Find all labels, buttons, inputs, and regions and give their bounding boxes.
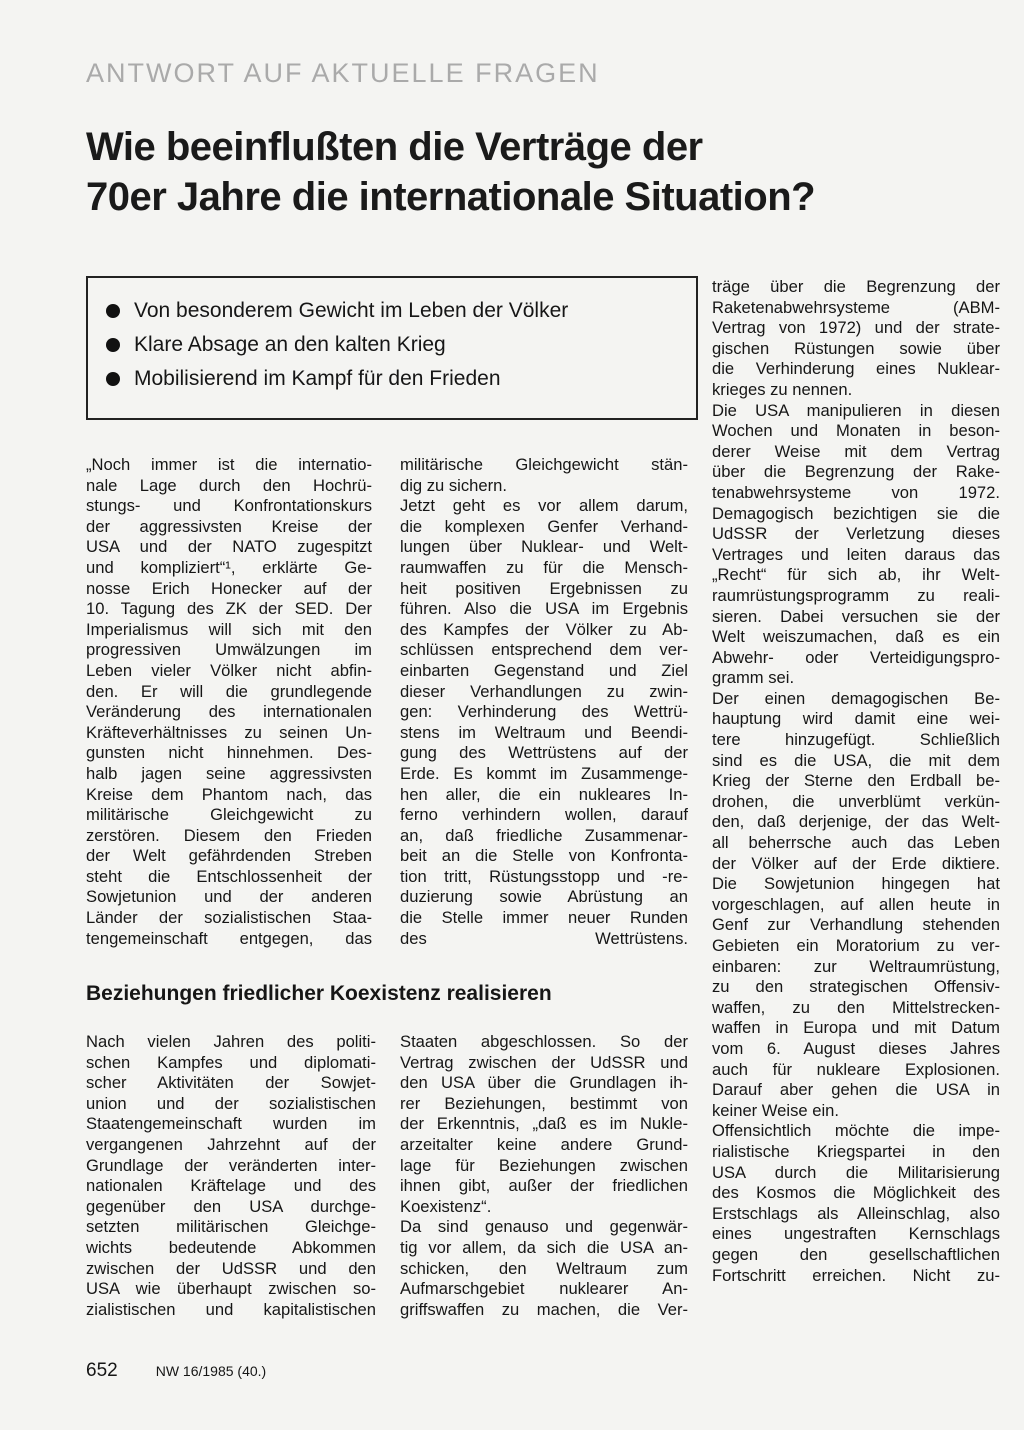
text-line: Wochen und Monaten in beson- [712,421,1000,441]
text-line: hen aller, die ein nukleares In- [400,784,688,804]
text-line: Genf zur Verhandlung stehenden [712,915,1000,935]
text-line: dig zu sichern. [400,475,507,495]
text-line: Abwehr- oder Verteidigungspro- [712,647,1000,667]
section-subheading: Beziehungen friedlicher Koexistenz realisieren [86,982,552,1005]
text-line: Leben vieler Völker nicht abfin- [86,660,372,680]
text-line: zialistischen und kapitalistischen [86,1299,376,1319]
summary-bullet [106,294,696,328]
text-line: lage für Beziehungen zwischen [400,1155,688,1175]
text-line: zu den strategischen Offensiv- [712,977,1000,997]
text-line: dieser Verhandlungen zu zwin- [400,681,688,701]
text-line: träge über die Begrenzung der [712,277,1000,296]
text-line: rialistische Kriegspartei in den [712,1141,1000,1161]
text-line: wichts bedeutende Abkommen [86,1237,376,1257]
text-line: der Völker auf der Erde diktiere. [712,853,1000,873]
text-line: scher Aktivitäten der Sowjet- [86,1073,376,1093]
text-line: ihnen gibt, außer der friedlichen [400,1176,688,1196]
text-line: duzierung sowie Abrüstung an [400,887,688,907]
text-line: raumrüstungsprogramm zu reali- [712,585,1000,605]
text-line: nale Lage durch den Hochrü- [86,475,372,495]
text-line: hauptung wird damit eine wei- [712,709,1000,729]
text-line: beit an die Stelle von Konfronta- [400,846,688,866]
text-line: heit positiven Ergebnissen zu [400,578,688,598]
text-line: Fortschritt erreichen. Nicht zu- [712,1265,1000,1285]
summary-box [86,276,698,420]
text-line: gegenüber den USA durchge- [86,1196,376,1216]
text-line: UdSSR der Verletzung dieses [712,524,1000,544]
text-line: schicken, den Weltraum zum [400,1258,688,1278]
text-line: gegen den gesellschaftlichen [712,1244,1000,1264]
text-line: drohen, die unverblümt verkün- [712,791,1000,811]
text-line: Krieg der Sterne den Erdball be- [712,771,1000,791]
text-line: keiner Weise ein. [712,1100,839,1120]
page-number: 652 [86,1360,118,1381]
text-line: rer Beziehungen, bestimmt von [400,1093,688,1113]
headline-line: 70er Jahre die internationale Situation? [86,175,816,219]
headline [86,122,815,222]
text-line: vom 6. August dieses Jahres [712,1038,1000,1058]
text-line: einbaren: zur Weltraumrüstung, [712,956,1000,976]
text-line: den USA über die Grundlagen ih- [400,1073,688,1093]
text-line: Vertrages und leiten daraus das [712,544,1000,564]
text-line: stens im Weltraum und Beendi- [400,722,688,742]
text-line: gunsten nicht hinnehmen. Des- [86,743,372,763]
text-line: tere hinzugefügt. Schließlich [712,730,1000,750]
text-line: arzeitalter keine andere Grund- [400,1134,688,1154]
text-line: Grundlage der veränderten inter- [86,1155,376,1175]
headline-line: Wie beeinflußten die Verträge der [86,125,703,169]
text-line: über die Begrenzung der Rake- [712,462,1000,482]
text-line: schlüssen entsprechend dem ver- [400,640,688,660]
text-line: nationalen Kräftelage und des [86,1176,376,1196]
text-line: gen: Verhinderung des Wettrü- [400,702,688,722]
text-line: tion tritt, Rüstungsstopp und -re- [400,866,688,886]
text-line: Der einen demagogischen Be- [712,688,1000,708]
text-line: Vertrag von 1972) und der strate- [712,318,1000,338]
text-line: gramm sei. [712,668,795,688]
text-line: „Noch immer ist die internatio- [86,455,372,474]
column-4 [86,1032,376,1320]
text-line: der Erkenntnis, „daß es im Nukle- [400,1114,688,1134]
text-line: Erstschlags als Alleinschlag, also [712,1203,1000,1223]
column-1 [86,455,372,949]
text-line: militärische Gleichgewicht stän- [400,455,688,474]
text-line: Kräfteverhältnisses zu seinen Un- [86,722,372,742]
text-line: Imperialismus will sich mit den [86,619,372,639]
text-line: Die Sowjetunion hingegen hat [712,874,1000,894]
text-line: des Kampfes der Völker zu Ab- [400,619,688,639]
text-line: steht die Entschlossenheit der [86,866,372,886]
text-line: den. Er will die grundlegende [86,681,372,701]
text-line: setzten militärischen Gleichge- [86,1217,376,1237]
text-line: sind es die USA, die mit dem [712,750,1000,770]
text-line: griffswaffen zu machen, die Ver- [400,1299,688,1319]
page-footer [86,1360,266,1382]
bullet-dot-icon [106,304,120,318]
bullet-dot-icon [106,372,120,386]
text-line: ferno verhindern wollen, darauf [400,805,688,825]
text-line: halb jagen seine aggressivsten [86,763,372,783]
text-line: sieren. Dabei versuchen sie der [712,606,1000,626]
text-line: die Stelle immer neuer Runden [400,908,688,928]
text-line: USA durch die Militarisierung [712,1162,1000,1182]
text-line: die Verhinderung eines Nuklear- [712,359,1000,379]
summary-bullet [106,328,696,362]
text-line: tengemeinschaft entgegen, das [86,928,372,948]
text-line: auch für nukleare Explosionen. [712,1059,1000,1079]
text-line: Staaten abgeschlossen. So der [400,1032,688,1051]
text-line: „Recht“ für sich ab, ihr Welt- [712,565,1000,585]
summary-bullet [106,362,696,396]
summary-bullet-text: Von besonderem Gewicht im Leben der Völker [134,299,569,322]
text-line: 10. Tagung des ZK der SED. Der [86,599,372,619]
text-line: den, daß derjenige, der das Welt- [712,812,1000,832]
text-line: waffen, zu den Mittelstrecken- [712,997,1000,1017]
text-line: union und der sozialistischen [86,1093,376,1113]
text-line: militärische Gleichgewicht zu [86,805,372,825]
text-line: gung des Wettrüstens auf der [400,743,688,763]
summary-bullet-text: Klare Absage an den kalten Krieg [134,333,446,356]
text-line: eines ungestraften Kernschlags [712,1224,1000,1244]
text-line: Vertrag zwischen der UdSSR und [400,1052,688,1072]
source-reference: NW 16/1985 (40.) [155,1363,267,1379]
text-line: des Kosmos die Möglichkeit des [712,1183,1000,1203]
text-line: progressiven Umwälzungen im [86,640,372,660]
text-line: Jetzt geht es vor allem darum, [400,496,688,516]
text-line: zerstören. Diesem den Frieden [86,825,372,845]
text-line: Kreise dem Phantom nach, das [86,784,372,804]
text-line: Erde. Es kommt im Zusammenge- [400,763,688,783]
text-line: Veränderung des internationalen [86,702,372,722]
text-line: Offensichtlich möchte die impe- [712,1121,1000,1141]
text-line: tig vor allem, da sich die USA an- [400,1237,688,1257]
text-line: Welt weiszumachen, daß es ein [712,627,1000,647]
text-line: Koexistenz“. [400,1196,492,1216]
text-line: USA wie überhaupt zwischen so- [86,1279,376,1299]
text-line: Da sind genauso und gegenwär- [400,1217,688,1237]
text-line: stungs- und Konfrontationskurs [86,496,372,516]
text-line: zwischen der UdSSR und den [86,1258,376,1278]
text-line: USA und der NATO zugespitzt [86,537,372,557]
summary-bullet-text: Mobilisierend im Kampf für den Frieden [134,367,501,390]
text-line: des Wettrüstens. [400,928,688,948]
column-3 [712,277,1000,1286]
text-line: Raketenabwehrsysteme (ABM- [712,297,1000,317]
text-line: Gebieten ein Moratorium zu ver- [712,936,1000,955]
text-line: an, daß friedliche Zusammenar- [400,825,688,845]
text-line: vorgeschlagen, auf allen heute in [712,894,1000,914]
text-line: krieges zu nennen. [712,379,853,399]
text-line: tenabwehrsysteme von 1972. [712,482,1000,502]
text-line: Nach vielen Jahren des politi- [86,1032,376,1051]
text-line: führen. Also die USA im Ergebnis [400,599,688,619]
text-line: Demagogisch bezichtigen sie die [712,503,1000,523]
text-line: Sowjetunion und der anderen [86,887,372,907]
text-line: einbarten Gegenstand und Ziel [400,660,688,680]
bullet-dot-icon [106,338,120,352]
text-line: all beherrsche auch das Leben [712,833,1000,853]
text-line: nosse Erich Honecker auf der [86,578,372,598]
text-line: lungen über Nuklear- und Welt- [400,537,688,557]
text-line: und kompliziert“¹, erklärte Ge- [86,557,372,577]
text-line: vergangenen Jahrzehnt auf der [86,1134,376,1154]
text-line: raumwaffen zu für die Mensch- [400,557,688,577]
text-line: Die USA manipulieren in diesen [712,400,1000,420]
text-line: gischen Rüstungen sowie über [712,338,1000,358]
text-line: Darauf aber gehen die USA in [712,1080,1000,1100]
text-line: derer Weise mit dem Vertrag [712,441,1000,461]
text-line: die komplexen Genfer Verhand- [400,516,688,536]
text-line: waffen in Europa und mit Datum [712,1018,1000,1038]
text-line: der Welt gefährdenden Streben [86,846,372,866]
text-line: Aufmarschgebiet nuklearer An- [400,1279,688,1299]
kicker: ANTWORT AUF AKTUELLE FRAGEN [86,58,600,88]
column-5 [400,1032,688,1320]
text-line: schen Kampfes und diplomati- [86,1052,376,1072]
column-2 [400,455,688,949]
text-line: Länder der sozialistischen Staa- [86,908,372,928]
text-line: der aggressivsten Kreise der [86,516,372,536]
text-line: Staatengemeinschaft wurden im [86,1114,376,1134]
